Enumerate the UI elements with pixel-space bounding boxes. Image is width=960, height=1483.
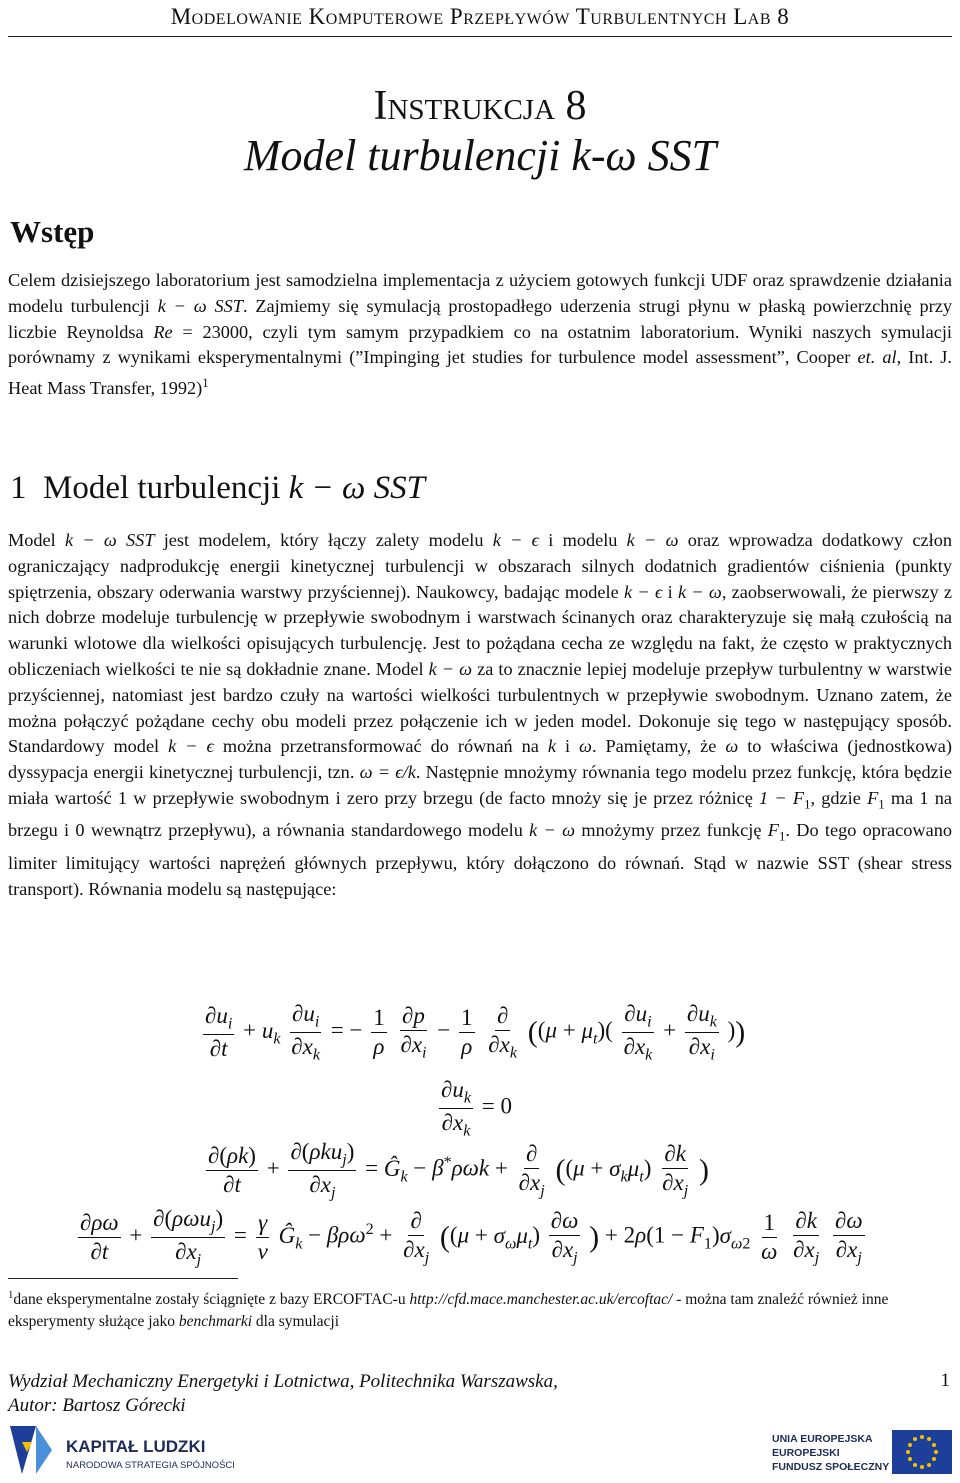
text: i xyxy=(556,736,580,757)
text: i xyxy=(662,581,678,602)
text: Model xyxy=(8,530,65,550)
math: Re xyxy=(153,321,173,342)
section-heading xyxy=(10,470,425,507)
header-rule xyxy=(8,36,952,37)
kapital-ludzki-logo xyxy=(8,1422,348,1478)
text: . Pamiętamy, że xyxy=(591,736,726,757)
equation-continuity: $\frac{\partial u_k}{\partial x_k}$ = 0 xyxy=(441,1077,513,1140)
text: . Następnie mnożymy równania tego modelu przez funkcję, która będzie miała wartość 1 w przepływie swobodnym i zero przy brzegu (de facto mnoży się je przez różnicę xyxy=(8,762,952,808)
intro-text: = 23000, czyli tym samym przypadkiem co na ostatnim laboratorium. Wyniki naszych symulacji porównamy z wynikami eksperymentalnymi (”Impinging jet studies for turbulence model assessment”, Cooper xyxy=(8,321,952,368)
text: mnożymy przez funkcję xyxy=(575,820,768,841)
text: można przetransformować do równań na xyxy=(213,736,548,757)
footnote-italic: benchmarki xyxy=(178,1313,253,1331)
math: k − ϵ xyxy=(168,736,214,757)
section-number: 1 xyxy=(10,470,27,506)
math: 1 − F xyxy=(759,787,805,808)
page-subtitle: Model turbulencji k-ω SST xyxy=(243,131,717,180)
math: k − ω SST xyxy=(157,295,243,316)
eu-text-3: FUNDUSZ SPOŁECZNY xyxy=(772,1461,890,1473)
footnote-text: dane eksperymentalne zostały ściągnięte z bazy ERCOFTAC-u xyxy=(13,1291,410,1309)
math-subscript: 1 xyxy=(778,830,786,845)
footnote-text: - można tam znaleźć również inne eksperymenty służące jako xyxy=(8,1291,889,1331)
text: , gdzie xyxy=(810,787,868,808)
eu-logo xyxy=(768,1428,954,1478)
math: k − ω SST xyxy=(64,530,155,550)
intro-text: , Int. J. Heat Mass Transfer, 1992) xyxy=(8,347,952,399)
math-subscript: 1 xyxy=(804,797,811,812)
footnote-rule xyxy=(8,1278,238,1279)
equation-momentum: $\frac{\partial u_i}{\partial t}$ + $u_k$ $\frac{\partial u_i}{\partial x_k}$ = − $\frac{1}{\rho}$ $\frac{\partial p}{\partial x_i}$ − $\frac{1}{\rho}$ $\frac{\partial}{\partial x_k}$ ($(\mu + \mu_t)$( $\frac{\partial u_i}{\partial x_k}$ + $\frac{\partial u_k}{\partial x_i}$ )) xyxy=(205,1001,746,1064)
page-number: 1 xyxy=(940,1370,950,1391)
math: k − ω xyxy=(529,820,576,841)
math-subscript: 1 xyxy=(878,797,885,812)
math: ω = ϵ/k xyxy=(359,762,416,783)
footnote-link[interactable]: http://cfd.mace.manchester.ac.uk/ercoftac/ xyxy=(409,1291,673,1309)
footer-author: Autor: Bartosz Górecki xyxy=(8,1395,186,1416)
math: k − ω xyxy=(428,658,473,679)
footnote xyxy=(8,1284,952,1333)
text: , zaobserwowali, że pierwszy z nich dobrze modeluje turbulencję w przepływie swobodnym i warstwach ścinanych oraz charakteryzuje się małą czułością na warunki wlotowe dla wielkości opisujących turbulencję. Jest to pożądana cecha ze względu na fakt, że często w praktycznych obliczeniach wielkości te nie są dokładnie znane. Model xyxy=(8,581,953,679)
section-title: Model turbulencji xyxy=(43,470,289,506)
text: i modelu xyxy=(539,530,627,550)
text: za to znacznie lepiej modeluje przepływ turbulentny w warstwie przyściennej, natomiast jest bardzo czuły na wartości wielkości turbulentnych w przepływie swobodnym. Uznano zatem, że można połączyć pożądane cechy obu modeli przez połączenie ich w jeden model. Dokonuje się tego w następujący sposób. Standardowy model xyxy=(8,658,953,757)
running-header: Modelowanie Komputerowe Przepływów Turbulentnych Lab 8 xyxy=(170,4,790,29)
footnote-marker[interactable]: 1 xyxy=(202,376,209,391)
math: ω xyxy=(579,736,592,757)
text: . Do tego opracowano limiter limitujący wartości naprężeń głównych przepływu, który dołączono do równań. Stąd w nazwie SST (shear stress transport). Równania modelu są następujące: xyxy=(8,820,952,899)
text: oraz wprowadza dodatkowy człon ograniczający nadprodukcję energii kinetycznej turbulencji w obszarach silnych dodatnich gradientów ciśnienia (punkty spiętrzenia, obszary oderwania warstwy przyściennej). Naukowcy, badając modele xyxy=(8,530,952,602)
equation-omega: $\frac{\partial\rho\omega}{\partial t}$ + $\frac{\partial(\rho\omega u_j)}{\partial x_j}$ = $\frac{\gamma}{\nu}$ $Ĝ_k - \beta\rho\omega^2$ + $\frac{\partial}{\partial x_j}$ ($(\mu + \sigma_\omega\mu_t)$ $\frac{\partial\omega}{\partial x_j}$ ) + $2\rho(1 - F_1)\sigma_{\omega 2}$ $\frac{1}{\omega}$ $\frac{\partial k}{\partial x_j}$ $\frac{\partial\omega}{\partial x_j}$ xyxy=(80,1206,863,1269)
math: ω xyxy=(725,736,739,757)
eu-text-2: EUROPEJSKI xyxy=(772,1447,840,1459)
math: k − ϵ xyxy=(624,581,663,602)
section-paragraph xyxy=(8,528,952,902)
page-footer xyxy=(8,1370,952,1418)
equation-k: $\frac{\partial(\rho k)}{\partial t}$ + $\frac{\partial(\rho ku_j)}{\partial x_j}$ = $Ĝ_k - \beta^*\rho\omega k$ + $\frac{\partial}{\partial x_j}$ ($(\mu + \sigma_k\mu_t)$ $\frac{\partial k}{\partial x_j}$ ) xyxy=(208,1139,709,1202)
math: F xyxy=(767,820,779,841)
text: to właściwa (jednostkowa) dyssypacja energii kinetycznej turbulencji, tzn. xyxy=(8,736,952,783)
math: k − ϵ xyxy=(492,530,540,550)
intro-text: Celem dzisiejszego laboratorium jest samodzielna implementacja z użyciem gotowych funkcji UDF oraz sprawdzenie działania modelu turbulencji xyxy=(8,270,952,316)
section-title-math: k − ω SST xyxy=(288,470,425,506)
text: jest modelem, który łączy zalety modelu xyxy=(154,530,493,550)
intro-text: . Zajmiemy się symulacją prostopadłego uderzenia strugi płynu w płaską powierzchnię przy liczbie Reynoldsa xyxy=(8,295,952,342)
footer-affiliation: Wydział Mechaniczny Energetyki i Lotnictwa, Politechnika Warszawska, xyxy=(8,1371,558,1392)
eu-text-1: UNIA EUROPEJSKA xyxy=(772,1433,873,1445)
citation-italic: et. al xyxy=(857,347,897,368)
intro-heading: Wstęp xyxy=(10,214,95,249)
math: k − ω xyxy=(677,581,722,602)
text: ma 1 na brzegu i 0 wewnątrz przepływu), a równania standardowego modelu xyxy=(8,787,952,841)
kapital-ludzki-subtext: NARODOWA STRATEGIA SPÓJNOŚCI xyxy=(66,1460,235,1471)
math: k xyxy=(547,736,557,757)
intro-paragraph xyxy=(8,268,952,402)
math: F xyxy=(867,787,879,808)
kapital-ludzki-text: KAPITAŁ LUDZKI xyxy=(66,1437,206,1456)
footnote-text: dla symulacji xyxy=(252,1313,339,1331)
page-title: Instrukcja 8 xyxy=(373,83,587,129)
footnote-number: 1 xyxy=(8,1289,14,1301)
math: k − ω xyxy=(626,530,679,550)
